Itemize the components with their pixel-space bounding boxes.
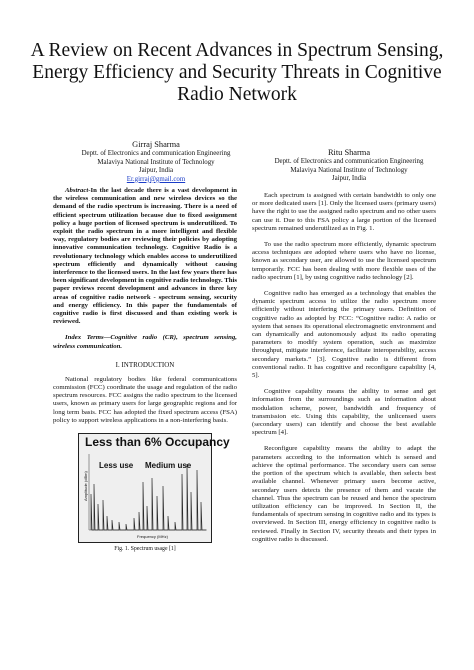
body-paragraph-5: Reconfigure capability means the ability to adapt the parameters according to the information which is sensed and achieve the optimal performance. The secondary users can sense the portion of the spectrum which is available, then selects best available channel. Whenever primary users become active, secondary users detects the presence of them and vacate the channel. Thus the spectrum can be reused and hence the spectrum utilization efficiency can be improved. In Section II, the fundamentals of spectrum sensing in cognitive radio and its types is overviewed. In Section III, energy efficiency in cognitive radio is reviewed. Finally in Section IV, security threats and their types in cognitive radio is discussed. bbox=[252, 445, 436, 543]
figure-label-less-use: Less use bbox=[99, 461, 134, 471]
right-column bbox=[252, 192, 436, 552]
author-location: Jaipur, India bbox=[138, 167, 174, 175]
figure-caption: Fig. 1. Spectrum usage [1] bbox=[114, 546, 176, 553]
figure-y-axis-label: Amplitude (dBm) bbox=[82, 471, 88, 502]
intro-paragraph: National regulatory bodies like federal communications commission (FCC) coordinate the usage and regulation of the radio spectrum resources. FCC assigns the radio spectrum to the licensed users, known as primary users for large geographic regions and for long term basis. FCC has adopted the fixed spectrum access (FSA) policy to support wireless applications in a non-interfering basis. bbox=[53, 375, 237, 424]
author-email-link[interactable]: Er.girraj@gmail.com bbox=[126, 175, 186, 183]
figure-headline: Less than 6% Occupancy bbox=[85, 435, 230, 450]
figure-x-axis-label: Frequency (MHz) bbox=[137, 534, 168, 540]
author-name: Ritu Sharma bbox=[327, 148, 371, 157]
abstract bbox=[53, 187, 237, 326]
left-column bbox=[53, 187, 237, 553]
author-institute: Malaviya National Institute of Technology bbox=[290, 166, 408, 174]
author-institute: Malaviya National Institute of Technology bbox=[97, 158, 215, 166]
spectrum-plot bbox=[79, 434, 211, 542]
body-paragraph-4: Cognitive capability means the ability to sense and get information from the surroundings such as information about modulation scheme, power, bandwidth and frequency of transmission etc. Using this capability, the unlicensed users (secondary users) can identify and choose the best available spectrum [4]. bbox=[252, 388, 436, 437]
author-department: Deptt. of Electronics and communication Engineering bbox=[274, 158, 424, 165]
section-heading-introduction: I. INTRODUCTION bbox=[115, 360, 175, 369]
author-block-2 bbox=[255, 148, 443, 184]
abstract-lead: Abstract bbox=[65, 187, 89, 194]
body-paragraph-2: To use the radio spectrum more efficiently, dynamic spectrum access techniques are adopted where users who have no license, known as secondary user, are allowed to use the licensed spectrum temporarily. FCC has been dealing with more flexible uses of the radio spectrum [1], by using cognitive radio technology [2]. bbox=[252, 241, 436, 281]
author-location: Jaipur, India bbox=[331, 175, 367, 183]
index-terms: Index Terms—Cognitive radio (CR), spectrum sensing, wireless communication. bbox=[53, 334, 237, 350]
body-paragraph-3: Cognitive radio has emerged as a technology that enables the dynamic spectrum access to utilize the radio spectrum more efficiently without interfering the primary users. Definition of cognitive radio as adopted by FCC: “Cognitive radio: A radio or system that senses its operational electromagnetic environment and can dynamically and autonomously adjust its radio operating parameters to modify system operation, such as maximize throughput, mitigate interference, facilitate interoperability, access secondary markets.” [3]. Cognitive radio is different from conventional radio. It has cognitive and reconfigure capability [4, 5]. bbox=[252, 290, 436, 380]
figure-label-medium-use: Medium use bbox=[145, 461, 192, 471]
paper-title: A Review on Recent Advances in Spectrum Sensing, Energy Efficiency and Security Threats in Cognitive Radio Network bbox=[30, 40, 444, 105]
abstract-body: -In the last decade there is a vast development in the wireless communication and new wireless devices so the demand of the radio spectrum is increasing. There is a need of efficient spectrum utilization because due to fixed assignment policy a huge portion of licensed spectrum is underutilized. To exploit the radio spectrum in a more intelligent and flexible way, regulatory bodies are reviewing their policies by adopting innovative communication technology. Cognitive Radio is a revolutionary technology which enables access to underutilized spectrum efficiently and dynamically without causing interference to the licensed users. In the last few years there has been significant development in cognitive radio technology. This paper reviews recent development and advances in three key areas of cognitive radio network - spectrum sensing, security and energy efficiency. In this paper the fundamentals of cognitive radio is first discussed and than existing work is reviewed. bbox=[53, 187, 238, 326]
body-paragraph-1: Each spectrum is assigned with certain bandwidth to only one or more dedicated users [1]. Only the licensed users (primary users) have the right to use the assigned radio spectrum and no other users can use it. Due to this FSA policy a large portion of the licensed spectrum remained underutilized as in Fig. 1. bbox=[252, 192, 436, 232]
author-block-1 bbox=[62, 140, 250, 184]
author-department: Deptt. of Electronics and communication Engineering bbox=[81, 150, 231, 157]
author-name: Girraj Sharma bbox=[132, 140, 180, 149]
spectrum-usage-figure bbox=[78, 433, 230, 543]
